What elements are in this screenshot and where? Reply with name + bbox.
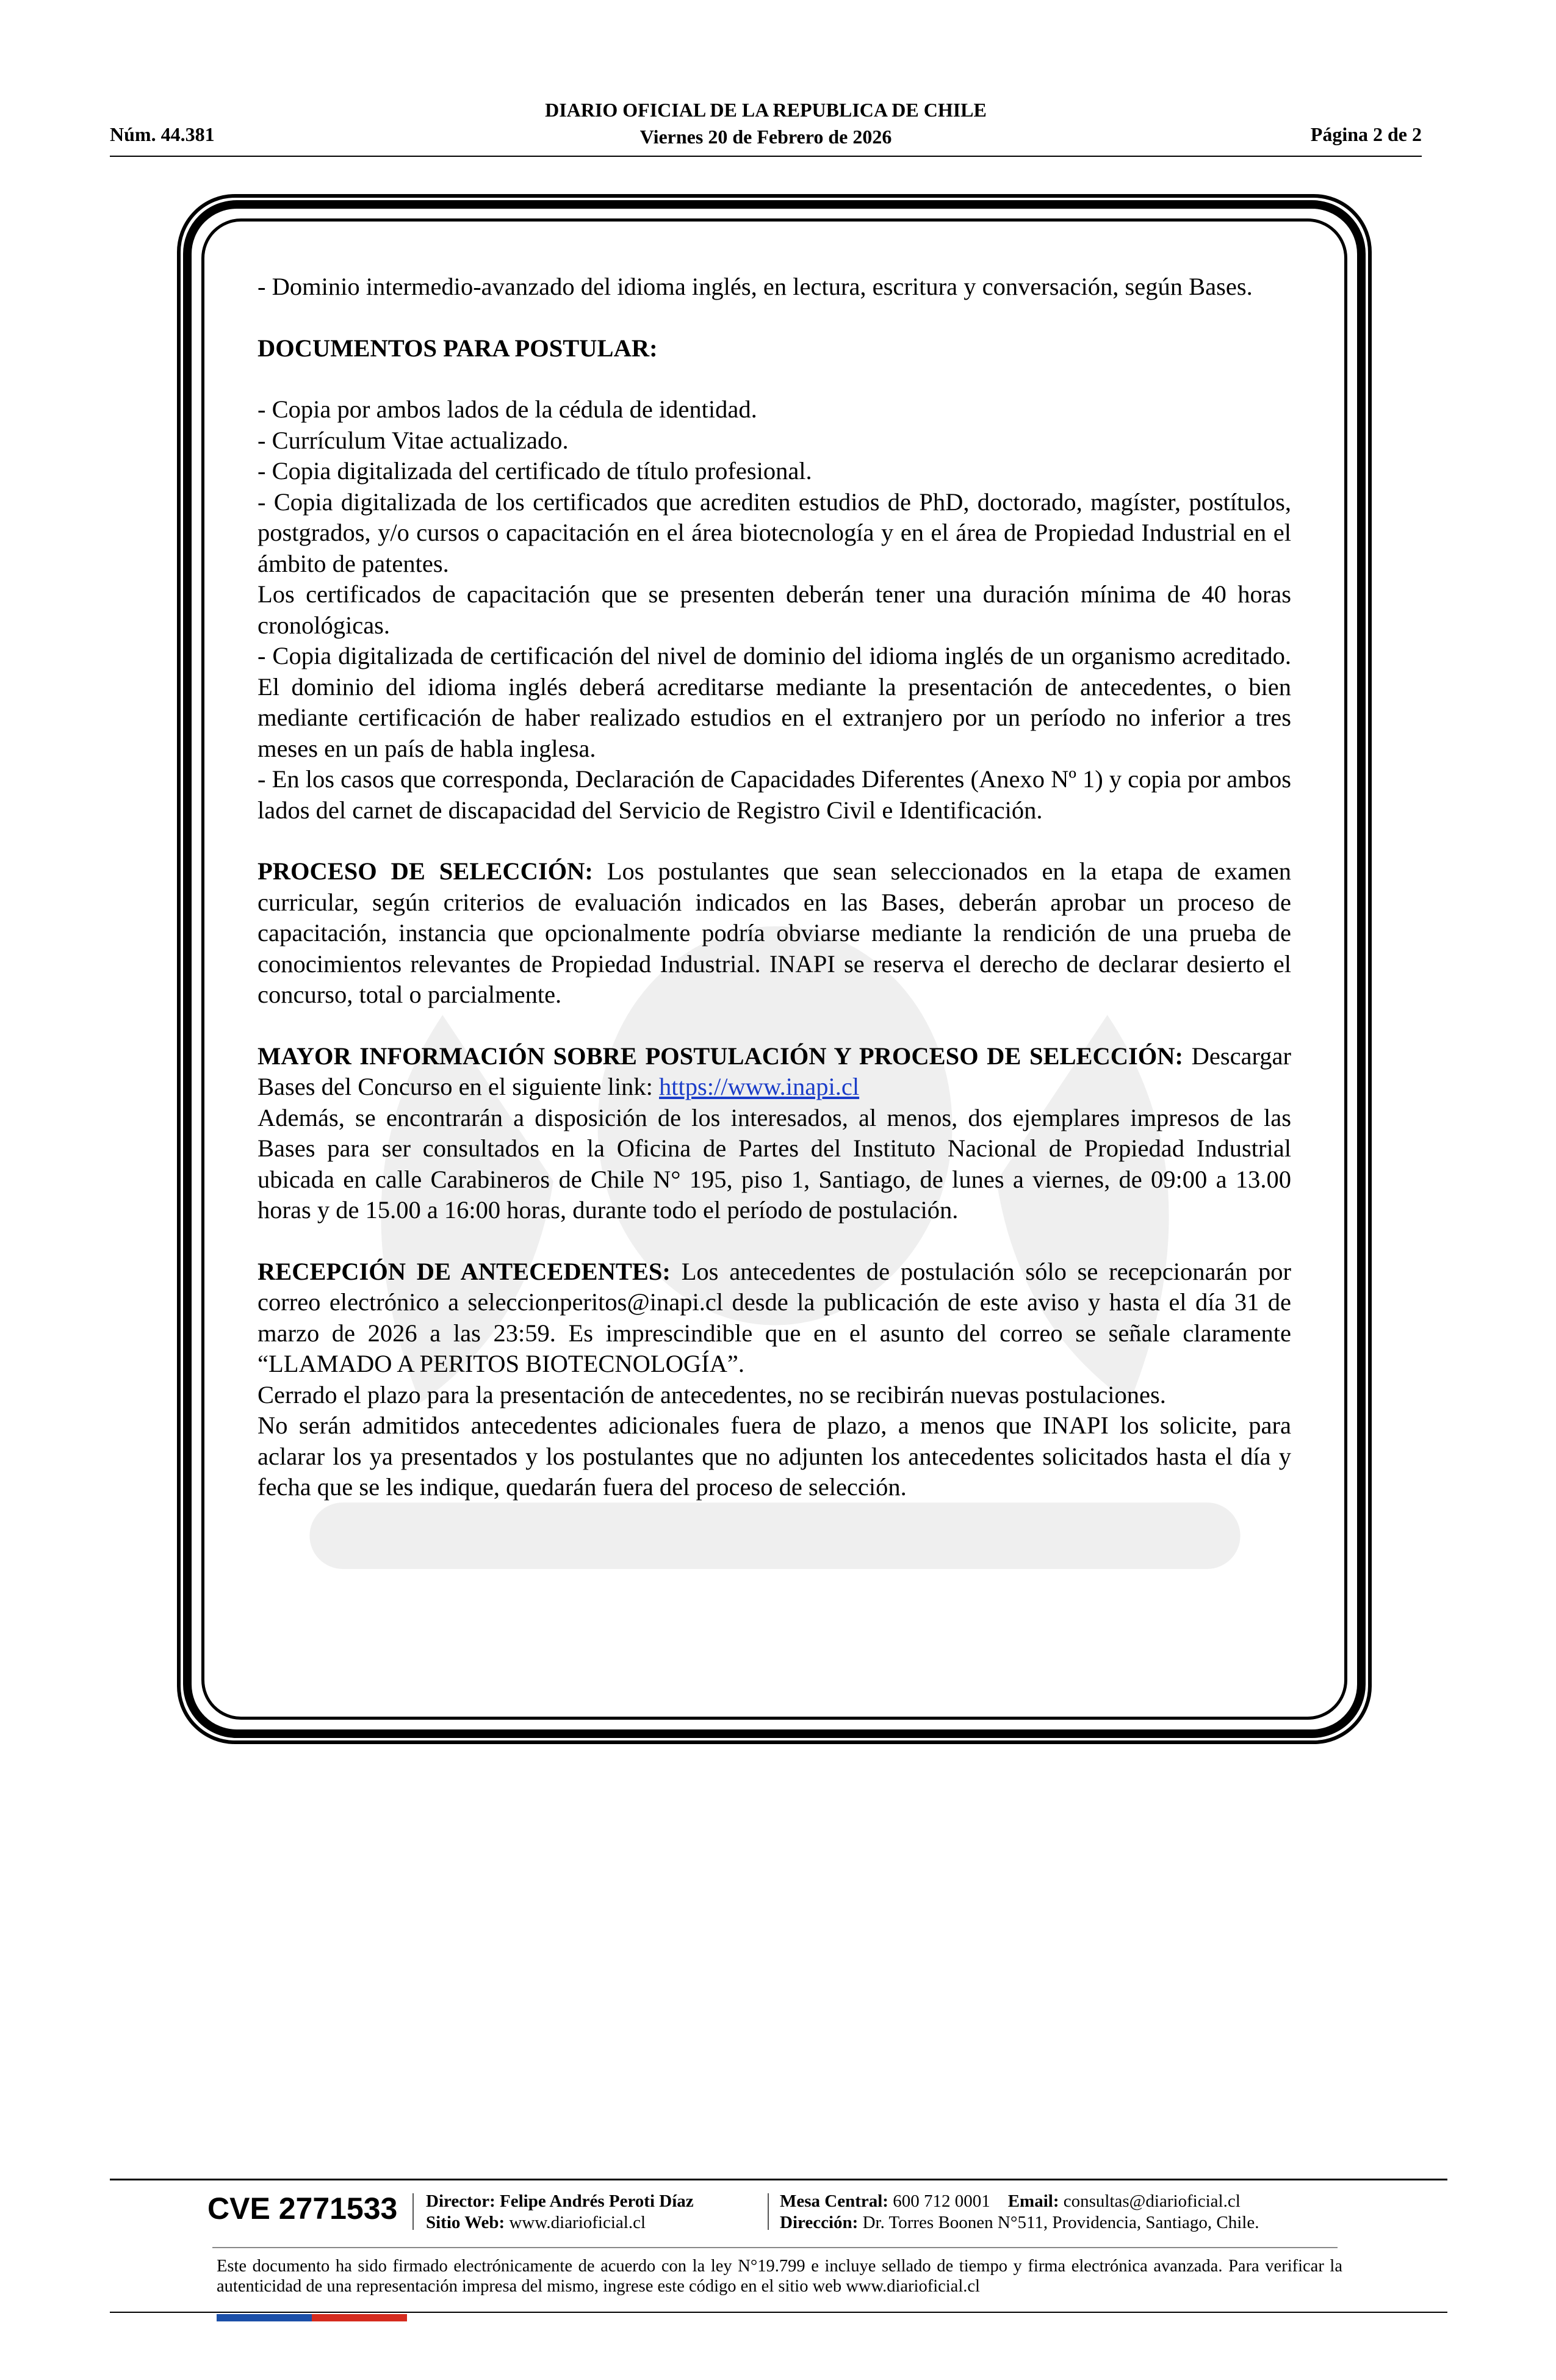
footer-separator (768, 2193, 769, 2230)
reception-text: Los antecedentes de postulación sólo se recepcionarán por correo electrónico a seleccionperitos@inapi.cl desde la publicación de este aviso y hasta el día 31 de marzo de 2026 a las 23:59. Es imprescindible que en el asunto del correo se señale claramente “LLAMADO A PERITOS BIOTECNOLOGÍA”. (258, 1257, 1291, 1377)
notice-body (258, 272, 1291, 1503)
address-value: Dr. Torres Boonen N°511, Providencia, Santiago, Chile. (858, 2213, 1259, 2232)
doc-item: - Copia digitalizada de certificación del nivel de dominio del idioma inglés de un organismo acreditado. El dominio del idioma inglés deberá acreditarse mediante la presentación de antecedentes, o bien mediante certificación de haber realizado estudios en el extranjero por un período no inferior a tres meses en un país de habla inglesa. (258, 642, 1291, 762)
info-text: Descargar Bases del Concurso en el siguiente link: (258, 1042, 1292, 1100)
footer-contact-column (780, 2191, 1259, 2234)
signature-note: Este documento ha sido firmado electrónicamente de acuerdo con la ley N°19.799 e incluye sellado de tiempo y firma electrónica avanzada. Para verificar la autenticidad de una representación impresa del mismo, ingrese este código en el sitio web www.diarioficial.cl (217, 2257, 1342, 2296)
issue-number: Núm. 44.381 (110, 123, 215, 145)
publication-title: DIARIO OFICIAL DE LA REPUBLICA DE CHILE (545, 99, 987, 121)
publication-date: Viernes 20 de Febrero de 2026 (639, 126, 892, 148)
documents-heading: DOCUMENTOS PARA POSTULAR: (258, 334, 658, 362)
footer-director-column (426, 2191, 694, 2234)
footer-row-rule (212, 2247, 1338, 2248)
english-requirement: - Dominio intermedio-avanzado del idioma inglés, en lectura, escritura y conversación, según Bases. (258, 273, 1253, 300)
cve-code: CVE 2771533 (207, 2191, 398, 2226)
footer-bottom-rule (110, 2312, 1447, 2313)
director-label: Director: (426, 2191, 495, 2211)
web-value[interactable]: www.diarioficial.cl (505, 2213, 646, 2232)
page-footer (110, 2179, 1447, 2362)
footer-top-rule (110, 2179, 1447, 2180)
web-label: Sitio Web: (426, 2213, 505, 2232)
info-label: MAYOR INFORMACIÓN SOBRE POSTULACIÓN Y PROCESO DE SELECCIÓN: (258, 1042, 1184, 1070)
info-text-after: Además, se encontrarán a disposición de los interesados, al menos, dos ejemplares impresos de las Bases para ser consultados en la Oficina de Partes del Instituto Nacional de Propiedad Industrial ubicada en calle Carabineros de Chile N° 195, piso 1, Santiago, de lunes a viernes, de 09:00 a 13.00 horas y de 15.00 a 16:00 horas, durante todo el período de postulación. (258, 1103, 1291, 1224)
email-value[interactable]: consultas@diarioficial.cl (1059, 2191, 1241, 2211)
doc-item: - En los casos que corresponda, Declaración de Capacidades Diferentes (Anexo Nº 1) y copia por ambos lados del carnet de discapacidad del Servicio de Registro Civil e Identificación. (258, 765, 1291, 824)
inapi-link[interactable]: https://www.inapi.cl (659, 1073, 860, 1100)
selection-label: PROCESO DE SELECCIÓN: (258, 857, 593, 885)
reception-closed: Cerrado el plazo para la presentación de antecedentes, no se recibirán nuevas postulaciones. (258, 1380, 1166, 1408)
flag-blue-segment (217, 2314, 312, 2321)
selection-text: Los postulantes que sean seleccionados en la etapa de examen curricular, según criterios de evaluación indicados en las Bases, deberán aprobar un proceso de capacitación, instancia que opcionalmente podría obviarse mediante la rendición de una prueba de conocimientos relevantes de Propiedad Industrial. INAPI se reserva el derecho de declarar desierto el concurso, total o parcialmente. (258, 857, 1291, 1008)
header-rule (110, 156, 1422, 157)
doc-item: - Copia digitalizada de los certificados que acrediten estudios de PhD, doctorado, magíster, postítulos, postgrados, y/o cursos o capacitación en el área biotecnología y en el área de Propiedad Industrial en el ámbito de patentes. (258, 488, 1291, 577)
header-center (110, 96, 1422, 150)
reception-paragraph (258, 1257, 1291, 1380)
doc-item: - Copia por ambos lados de la cédula de identidad. (258, 395, 757, 423)
mesa-value: 600 712 0001 (888, 2191, 990, 2211)
address-label: Dirección: (780, 2213, 859, 2232)
flag-color-bar (217, 2314, 407, 2321)
doc-item: - Copia digitalizada del certificado de título profesional. (258, 457, 812, 485)
flag-red-segment (312, 2314, 407, 2321)
page-header (110, 92, 1422, 159)
reception-final: No serán admitidos antecedentes adicionales fuera de plazo, a menos que INAPI los solicite, para aclarar los ya presentados y los postulantes que no adjunten los antecedentes solicitados hasta el día y fecha que se les indique, quedarán fuera del proceso de selección. (258, 1412, 1291, 1501)
mesa-label: Mesa Central: (780, 2191, 888, 2211)
selection-paragraph (258, 856, 1291, 1011)
director-name: Felipe Andrés Peroti Díaz (495, 2191, 694, 2211)
footer-separator (412, 2193, 414, 2230)
doc-item: - Currículum Vitae actualizado. (258, 426, 569, 454)
page-number: Página 2 de 2 (1310, 123, 1422, 145)
email-label: Email: (1007, 2191, 1059, 2211)
doc-item: Los certificados de capacitación que se presenten deberán tener una duración mínima de 40 horas cronológicas. (258, 580, 1291, 639)
reception-label: RECEPCIÓN DE ANTECEDENTES: (258, 1257, 671, 1285)
info-paragraph (258, 1041, 1291, 1226)
